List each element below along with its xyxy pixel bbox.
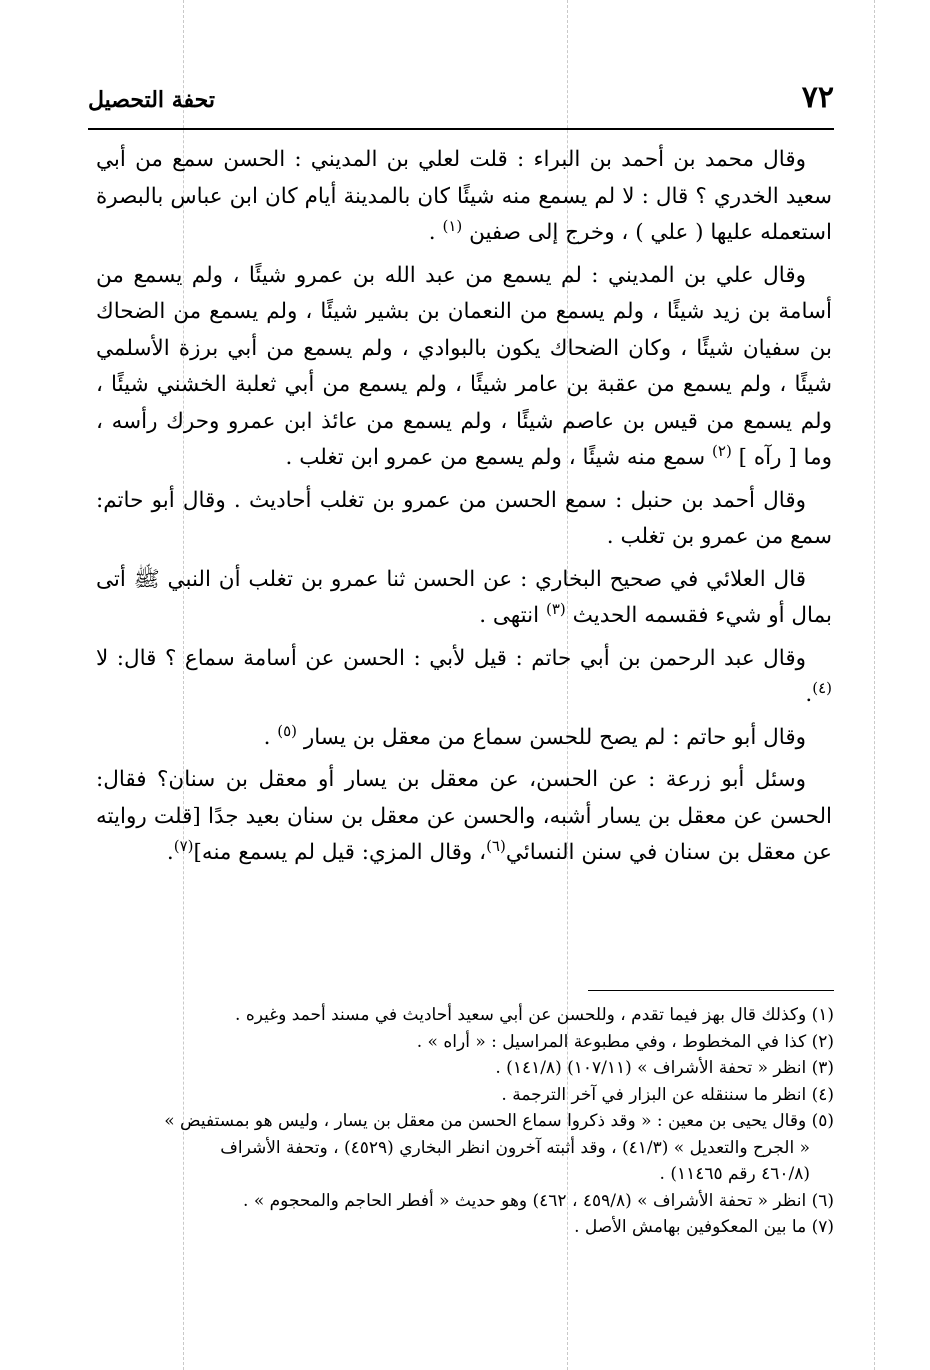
paragraph: وقال عبد الرحمن بن أبي حاتم : قيل لأبي : الحسن عن أسامة سماع ؟ قال: لا $^{(٤)}$. <box>96 645 832 707</box>
footnote: (٥) وقال يحيى بن معين : « وقد ذكروا سماع الحسن من معقل بن يسار ، وليس هو بمستفيض » <box>164 1111 834 1131</box>
paragraph: وقال أبو حاتم : لم يصح للحسن سماع من معقل بن يسار $^{(٥)}$ . <box>263 721 806 750</box>
paragraph: وقال أحمد بن حنبل : سمع الحسن من عمرو بن تغلب أحاديث . وقال أبو حاتم: سمع من عمرو بن تغلب . <box>96 487 832 549</box>
footnote-ref: (٢) <box>712 441 732 460</box>
footnote-ref: (٤) <box>812 678 832 697</box>
paragraph: وقال علي بن المديني : لم يسمع من عبد الله بن عمرو شيئًا ، ولم يسمع من أسامة بن زيد شيئًا ، ولم يسمع من النعمان بن بشير شيئًا ، ولم يسمع من الضحاك بن سفيان شيئًا ، وكان الضحاك يكون بالبوادي ، ولم يسمع من أبي برزة الأسلمي شيئًا ، ولم يسمع من عقبة بن عامر شيئًا ، ولم يسمع من أبي ثعلبة الخشني شيئًا ، ولم يسمع من قيس بن عاصم شيئًا ، ولم يسمع من عائذ ابن عمرو وحرك رأسه ، وما [ رآه ] $^{(٢)}$ سمع منه شيئًا ، ولم يسمع من عمرو ابن تغلب . <box>96 262 832 470</box>
footnote-divider <box>588 990 834 991</box>
main-text <box>96 142 832 872</box>
page-header <box>88 76 834 130</box>
footnote: (٢) كذا في المخطوط ، وفي مطبوعة المراسيل : « أراه » . <box>416 1031 834 1052</box>
footnote-continuation: (٤٦٠/٨ رقم ١١٤٦٥) . <box>659 1164 810 1184</box>
scan-guide-line <box>874 0 875 1370</box>
footnote: (٦) انظر « تحفة الأشراف » (٤٥٩/٨ ، ٤٦٢) وهو حديث « أفطر الحاجم والمحجوم » . <box>243 1190 834 1211</box>
footnote: (٧) ما بين المعكوفين بهامش الأصل . <box>574 1217 834 1237</box>
paragraph: وسئل أبو زرعة : عن الحسن، عن معقل بن يسار أو معقل بن سنان؟ فقال: الحسن عن معقل بن يسار أشبه، والحسن عن معقل بن سنان بعيد جدًا [قلت روايته عن معقل بن سنان في سنن النسائي$^{(٦)}$، وقال المزي: قيل لم يسمع منه]$^{(٧)}$. <box>96 767 832 865</box>
footnote-ref: (٥) <box>277 721 298 740</box>
footnote-ref: (٧) <box>173 836 194 855</box>
running-title: تحفة التحصيل <box>88 87 215 113</box>
footnote-continuation: « الجرح والتعديل » (٤١/٣) ، وقد أثبته آخرون انظر البخاري (٤٥٢٩) ، وتحفة الأشراف <box>220 1137 810 1158</box>
footnote: (٤) انظر ما سننقله عن البزار في آخر الترجمة . <box>501 1084 834 1105</box>
footnotes <box>110 1002 834 1241</box>
paragraph: قال العلائي في صحيح البخاري : عن الحسن ثنا عمرو بن تغلب أن النبي ﷺ أتى بمال أو شيء فقسمه الحديث $^{(٣)}$ انتهى . <box>96 566 832 628</box>
footnote: (١) وكذلك قال بهز فيما تقدم ، وللحسن عن أبي سعيد أحاديث في مسند أحمد وغيره . <box>235 1005 834 1025</box>
footnote: (٣) انظر « تحفة الأشراف » (١٠٧/١١) (١٤١/٨) . <box>495 1058 834 1078</box>
paragraph: وقال محمد بن أحمد بن البراء : قلت لعلي بن المديني : الحسن سمع من أبي سعيد الخدري ؟ قال : لا لم يسمع منه شيئًا كان بالمدينة أيام كان ابن عباس بالبصرة استعمله عليها ( علي ) ، وخرج إلى صفين $^{(١)}$ . <box>96 147 832 245</box>
footnote-ref: (٣) <box>545 599 566 618</box>
page-number: ٧٢ <box>801 80 834 115</box>
footnote-ref: (٦) <box>486 836 506 855</box>
footnote-ref: (١) <box>442 216 463 235</box>
